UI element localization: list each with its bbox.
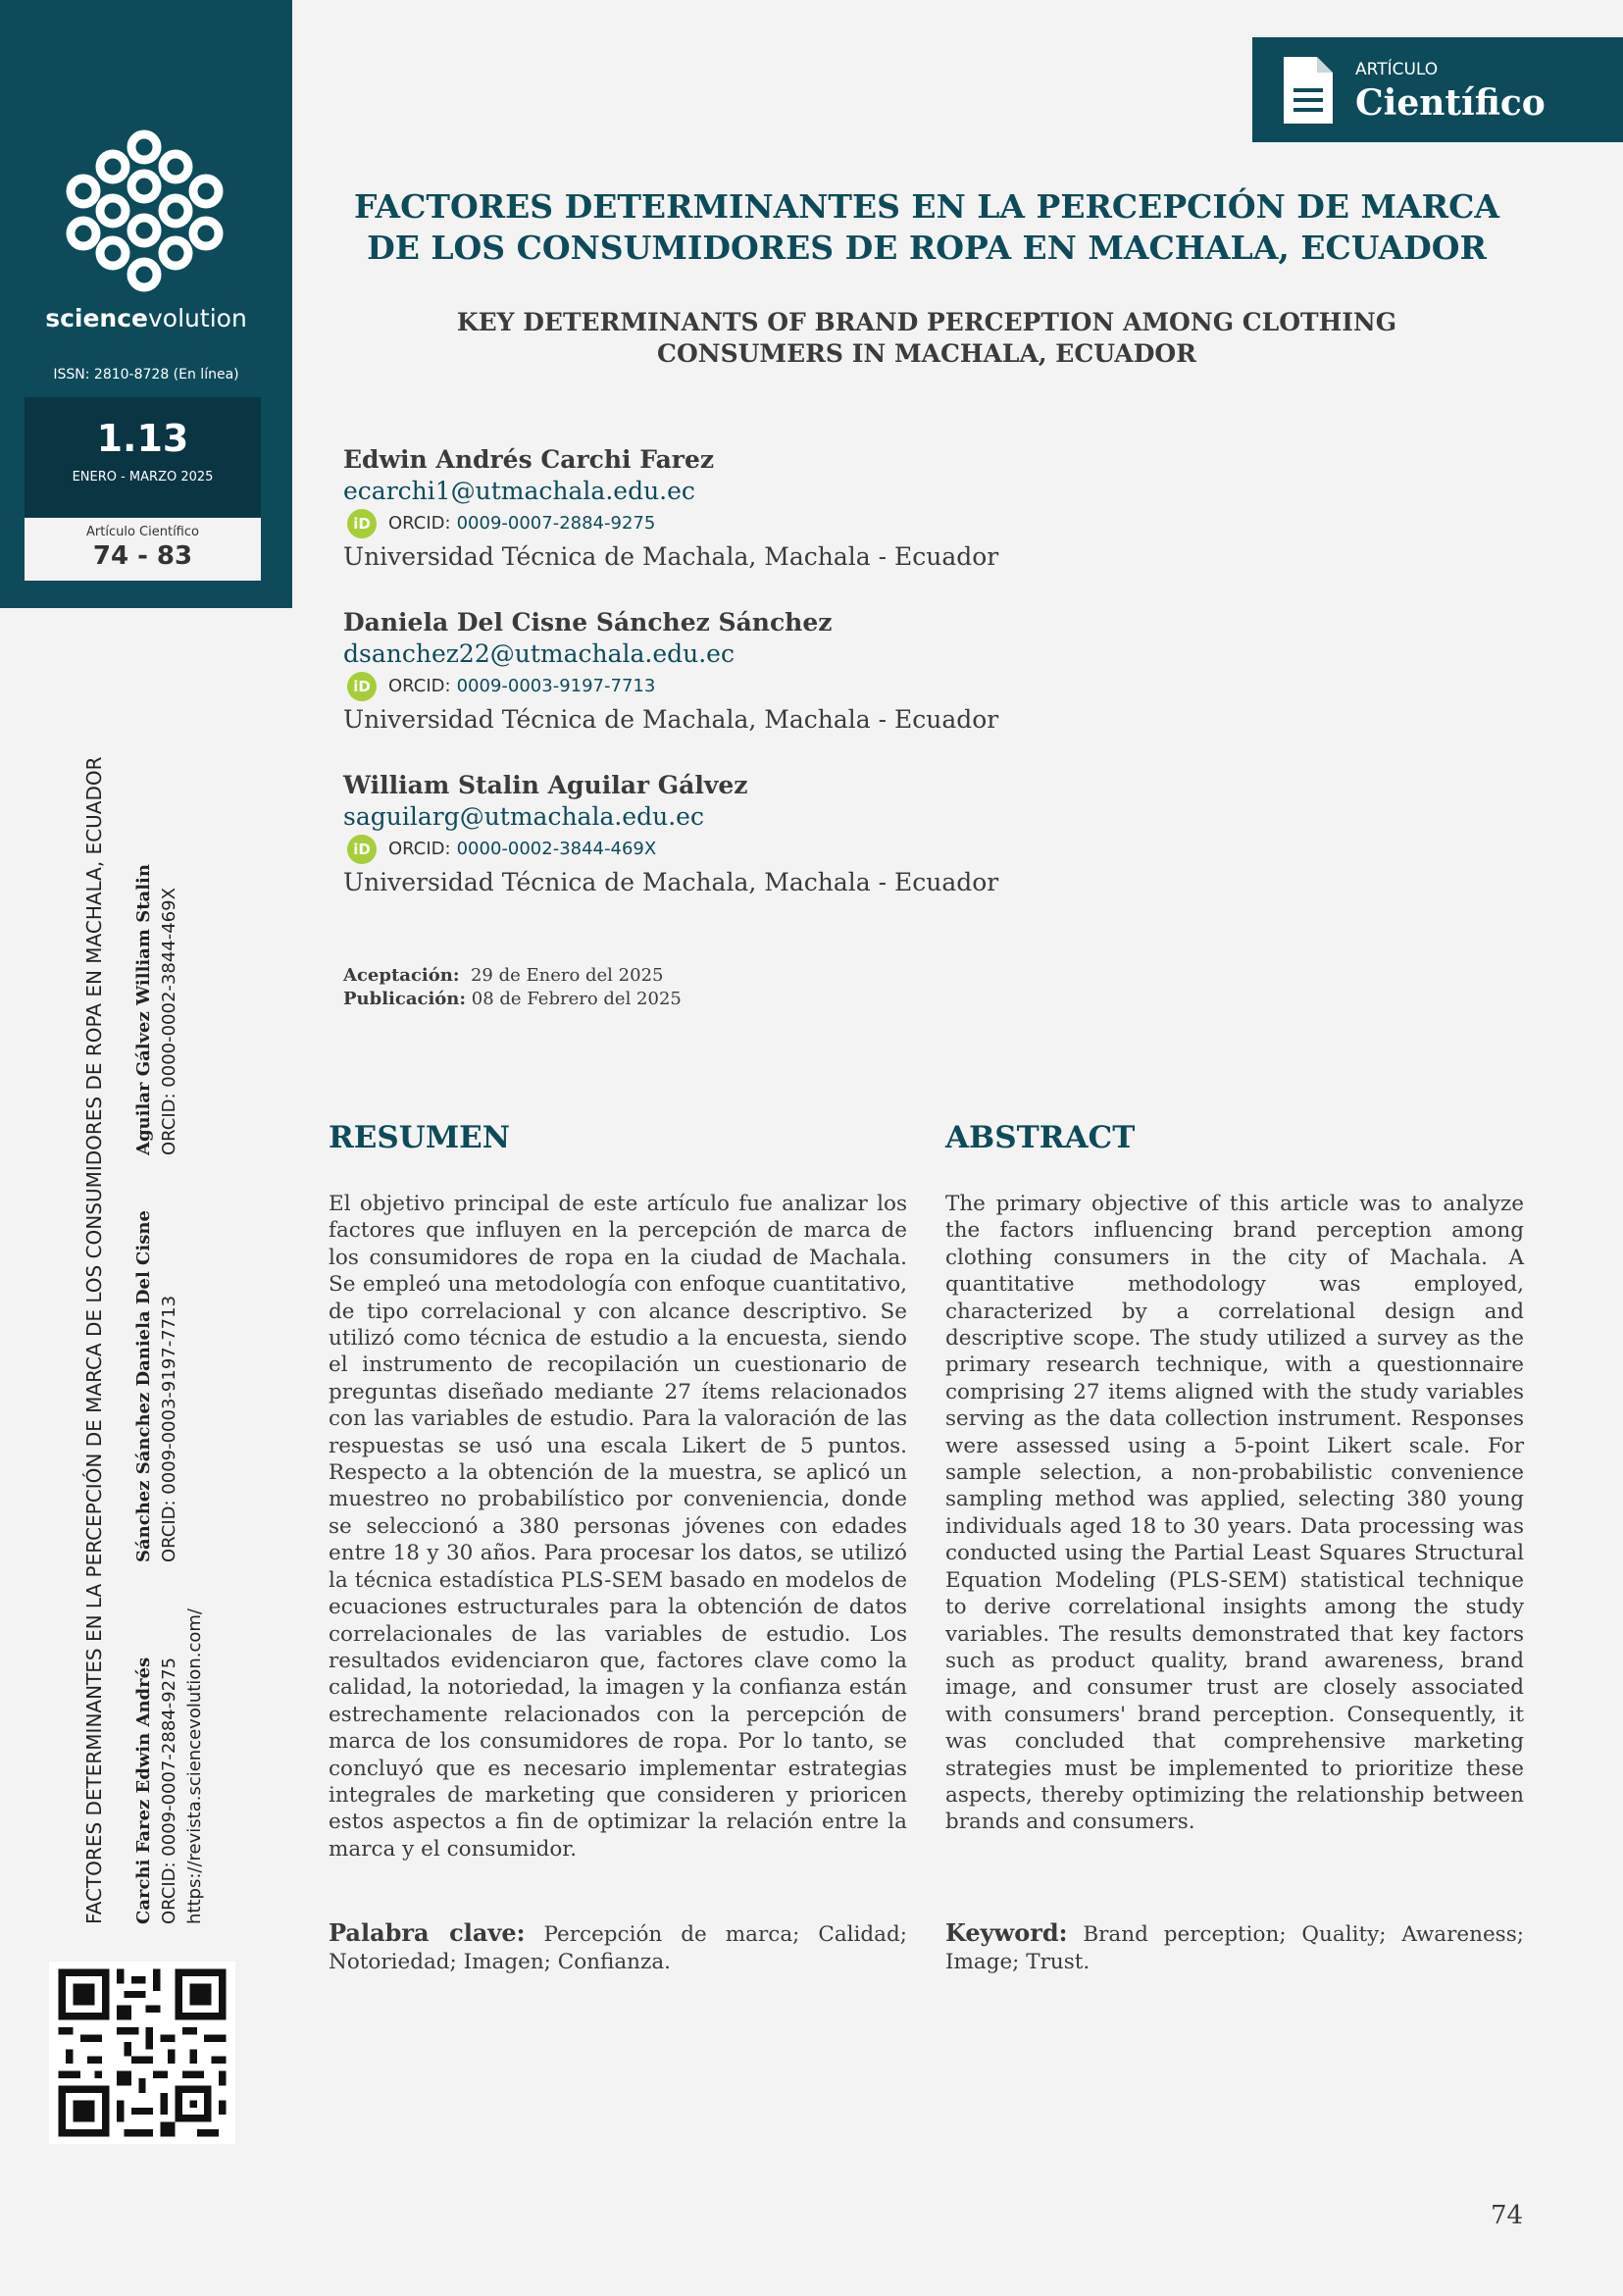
- sciencevolution-logo-icon: [59, 128, 230, 294]
- acceptance-date: 29 de Enero del 2025: [470, 965, 664, 986]
- resumen-heading: RESUMEN: [329, 1120, 511, 1155]
- article-type-badge: [1252, 37, 1623, 142]
- article-title-english: KEY DETERMINANTS OF BRAND PERCEPTION AMONG CLOTHING CONSUMERS IN MACHALA, ECUADOR: [456, 308, 1397, 368]
- author-affiliation: Universidad Técnica de Machala, Machala - Ecuador: [343, 542, 999, 571]
- author-email[interactable]: ecarchi1@utmachala.edu.ec: [343, 477, 695, 505]
- page-number: 74: [1491, 2201, 1524, 2230]
- author-name: Edwin Andrés Carchi Farez: [343, 445, 715, 474]
- author-orcid: iD ORCID: 0009-0007-2884-9275: [343, 507, 1226, 540]
- spine-title: FACTORES DETERMINANTES EN LA PERCEPCIÓN DE MARCA DE LOS CONSUMIDORES DE ROPA EN MACHALA, ECUADOR: [82, 756, 106, 1924]
- spine-author-name: Aguilar Gálvez William Stalin: [133, 864, 154, 1155]
- acceptance-label: Aceptación:: [343, 965, 460, 986]
- author-name: Daniela Del Cisne Sánchez Sánchez: [343, 608, 833, 637]
- resumen-keywords: [329, 1919, 907, 1976]
- author-block: [343, 607, 1226, 737]
- author-name: William Stalin Aguilar Gálvez: [343, 771, 748, 799]
- keywords-label: Palabra clave:: [329, 1918, 526, 1947]
- article-title-spanish: FACTORES DETERMINANTES EN LA PERCEPCIÓN DE MARCA DE LOS CONSUMIDORES DE ROPA EN MACHALA, ECUADOR: [354, 187, 1499, 267]
- issue-box: [25, 397, 261, 517]
- badge-label-small: ARTÍCULO: [1355, 60, 1439, 79]
- abstract-keywords: [945, 1919, 1524, 1976]
- pages-range: 74 - 83: [92, 541, 193, 571]
- orcid-icon: iD: [347, 835, 377, 864]
- orcid-link[interactable]: 0009-0003-9197-7713: [456, 676, 656, 696]
- keywords-text: Brand perception; Quality; Awareness; Image; Trust.: [945, 1922, 1524, 1974]
- qr-code-icon[interactable]: [49, 1962, 235, 2144]
- spine-author-name: Sánchez Sánchez Daniela Del Cisne: [133, 1210, 154, 1562]
- issn-text: ISSN: 2810-8728 (En línea): [53, 367, 239, 383]
- author-block: [343, 770, 1226, 899]
- spine-author-orcid: ORCID: 0009-0007-2884-9275: [159, 1657, 179, 1924]
- author-orcid: iD ORCID: 0009-0003-9197-7713: [343, 670, 1226, 703]
- orcid-link[interactable]: 0000-0002-3844-469X: [456, 839, 657, 859]
- document-icon: [1280, 55, 1337, 126]
- abstract-heading: ABSTRACT: [945, 1120, 1136, 1155]
- resumen-text: El objetivo principal de este artículo fue analizar los factores que influyen en la percepción de marca de los consumidores de ropa en la ciudad de Machala. Se empleó una metodología con enfoque cuantitativo, de tipo correlacional y con alcance descriptivo. Se utilizó como técnica de estudio a la encuesta, siendo el instrumento de recopilación un cuestionario de preguntas diseñado mediante 27 ítems relacionados con las variables de estudio. Para la valoración de las respuestas se usó una escala Likert de 5 puntos. Respecto a la obtención de la muestra, se aplicó un muestreo no probabilístico por conveniencia, donde se seleccionó a 380 personas jóvenes con edades entre 18 y 30 años. Para procesar los datos, se utilizó la técnica estadística PLS-SEM basado en modelos de ecuaciones estructurales para la obtención de datos correlacionales de las variables de estudio. Los resultados evidenciaron que, factores clave como la calidad, la notoriedad, la imagen y la confianza están estrechamente relacionados con la percepción de marca de los consumidores de ropa. Por lo tanto, se concluyó que es necesario implementar estrategias integrales de marketing que consideren y prioricen estos aspectos a fin de optimizar la relación entre la marca y el consumidor.: [329, 1192, 907, 1862]
- journal-sidebar: [0, 0, 292, 608]
- spine-author-3: [131, 864, 182, 1155]
- badge-label-big: Científico: [1355, 82, 1546, 124]
- keywords-text: Percepción de marca; Calidad; Notoriedad; Imagen; Confianza.: [329, 1922, 908, 1974]
- article-dates: [343, 964, 682, 1011]
- author-block: [343, 444, 1226, 574]
- pages-label: Artículo Científico: [86, 525, 199, 539]
- issue-date: ENERO - MARZO 2025: [72, 470, 214, 485]
- author-email[interactable]: dsanchez22@utmachala.edu.ec: [343, 639, 735, 668]
- author-affiliation: Universidad Técnica de Machala, Machala - Ecuador: [343, 705, 999, 734]
- orcid-icon: iD: [347, 509, 377, 538]
- orcid-link[interactable]: 0009-0007-2884-9275: [456, 513, 656, 534]
- spine-journal-url[interactable]: https://revista.sciencevolution.com/: [184, 1608, 205, 1924]
- brand-name: sciencevolution: [45, 304, 247, 332]
- spine-author-name: Carchi Farez Edwin Andrés: [133, 1657, 154, 1924]
- author-orcid: iD ORCID: 0000-0002-3844-469X: [343, 833, 1226, 866]
- issue-number: 1.13: [96, 417, 189, 460]
- publication-date: 08 de Febrero del 2025: [471, 989, 682, 1009]
- spine-author-2: [131, 1210, 182, 1562]
- publication-label: Publicación:: [343, 989, 467, 1009]
- keywords-label: Keyword:: [945, 1918, 1068, 1947]
- spine-author-1: [131, 1608, 208, 1924]
- spine-author-orcid: ORCID: 0000-0002-3844-469X: [159, 888, 179, 1155]
- orcid-icon: iD: [347, 672, 377, 701]
- spine-author-orcid: ORCID: 0009-0003-9197-7713: [159, 1295, 179, 1562]
- author-email[interactable]: saguilarg@utmachala.edu.ec: [343, 802, 704, 831]
- author-affiliation: Universidad Técnica de Machala, Machala - Ecuador: [343, 868, 999, 896]
- abstract-text: The primary objective of this article was to analyze the factors influencing brand perception among clothing consumers in the city of Machala. A quantitative methodology was employed, characterized by a correlational design and descriptive scope. The study utilized a survey as the primary research technique, with a questionnaire comprising 27 items aligned with the study variables serving as the data collection instrument. Responses were assessed using a 5-point Likert scale. For sample selection, a non-probabilistic convenience sampling method was applied, selecting 380 young individuals aged 18 to 30 years. Data processing was conducted using the Partial Least Squares Structural Equation Modeling (PLS-SEM) statistical technique to derive correlational insights among the study variables. The results demonstrated that key factors such as product quality, brand awareness, brand image, and consumer trust are closely associated with consumers' brand perception. Consequently, it was concluded that comprehensive marketing strategies must be implemented to prioritize these aspects, thereby optimizing the relationship between brands and consumers.: [945, 1192, 1524, 1835]
- pages-box: [25, 518, 261, 581]
